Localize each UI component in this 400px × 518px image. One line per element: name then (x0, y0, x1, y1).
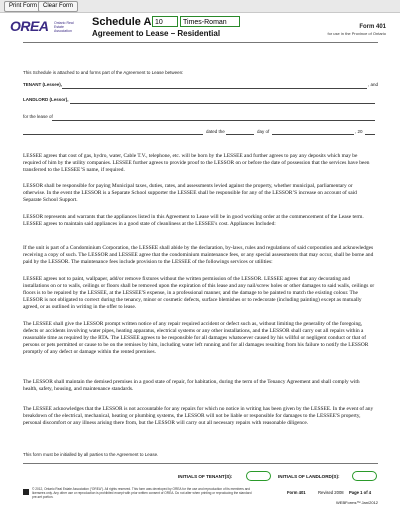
clause-accountability: The LESSEE acknowledges that the LESSOR is not accountable for any repairs for which no notice in writing has been given by the LESSEE. In the event of any breakdown of the electrical, mechanical, heating or plumbing systems, the LESSOR will not be liable or responsible for damages to the LESSEE'S property, personal discomfort or any illness arising there from, but the LESSOR will carry out all necessary repairs with reasonable diligence. (23, 406, 374, 427)
tenant-initials-label: INITIALS OF TENANT(S): (178, 474, 233, 479)
tenant-initials-box[interactable] (246, 471, 271, 481)
landlord-label: LANDLORD (Lessor), (23, 97, 69, 102)
tenant-input[interactable] (62, 88, 367, 89)
landlord-initials-label: INITIALS OF LANDLORD(S): (278, 474, 340, 479)
schedule-subtitle: Agreement to Lease – Residential (92, 29, 221, 38)
orea-logo-text: OREA (10, 18, 49, 34)
footer-revised: Revised 2008 (318, 490, 344, 495)
lease-of-label: for the lease of (23, 114, 53, 119)
year-input[interactable] (365, 134, 375, 135)
clause-condominium: If the unit is part of a Condominium Corporation, the LESSEE shall abide by the declaration, by-laws, rules and regulations of said corporation and acknowledges receiving a copy of such. The LESSOR and LESSEE agree that the condominium maintenance fees, or any special assessments that may occur, shall be borne and paid by the LESSOR. The maintenance fees include provision to the LESSEE of the followings services or utilities: (23, 245, 374, 266)
form-toolbar (0, 0, 400, 13)
clause-repair-notice: The LESSEE shall give the LESSOR prompt written notice of any repair required accident or defect such as, without limiting the generality of the foregoing, defects or accidents involving water pipes, heating apparatus, electrical systems or any other installations, and the LESSOR shall carry out all repairs within a reasonable time as required by the RTA. The LESSEE agrees to be responsible for all damages whatsoever caused by his willful or negligent conduct or that of persons or pets permitted or cause to be on the remises by him, including water left running and for all damages resulting from his failure to notify the LESSOR promptly of any defect or damage within the rented premises. (23, 321, 369, 356)
clause-maintenance: The LESSOR shall maintain the demised premises in a good state of repair, for habitation, during the term of the Tenancy Agreement and shall comply with health, safety, housing, and maintenance standards. (23, 379, 360, 393)
lease-of-input-2[interactable] (23, 134, 203, 135)
footer-webforms: WEBForms™ Jan/2012 (336, 500, 379, 505)
font-name-field[interactable]: Times-Roman (180, 16, 240, 27)
landlord-input[interactable] (70, 103, 375, 104)
clause-decorating: LESSEE agrees not to paint, wallpaper, add/or remove fixtures without the written permission of the LESSOR. LESSEE agrees that any decorating and installations on or to walls, ceilings or floors shall be removed upon the expiration of this lease and any nail/screw holes or other damages to said walls, ceilings or floors is to be repaired by the LESSEE, at the LESSEE'S expense, in a professional manner, and the damage to be painted to match the existing colour. The LESSOR is not obligated to correct during the tenancy, minor or cosmetic defects, surface blemishes or to redecorate (including painting) except as mutually agreed, or as outlined in writing in the offer to lease. (23, 276, 375, 311)
dated-label: dated the (206, 129, 225, 134)
dated-day-input[interactable] (226, 134, 254, 135)
tenant-label: TENANT (Lessee), (23, 82, 63, 87)
form-number: Form 401 (359, 24, 386, 30)
orea-logo (10, 18, 76, 36)
province-note: for use in the Province of Ontario (327, 31, 386, 36)
clause-appliances: LESSOR represents and warrants that the appliances listed in this Agreement to Lease will be in good working order at the commencement of the Lease term. LESSEE agrees to maintain said appliances in a good state of cleanliness at the LESSEE's cost. Appliances Included: (23, 214, 364, 228)
footer-form-label: Form 401 (287, 490, 306, 495)
day-of-label: day of (257, 129, 270, 134)
and-text: , and (368, 82, 379, 87)
schedule-title: Schedule A (92, 16, 152, 28)
footer-page: Page 1 of 4 (349, 490, 372, 495)
clear-form-button[interactable]: Clear Form (38, 1, 78, 12)
attached-text: This Schedule is attached to and forms part of the Agreement to Lease between: (23, 70, 184, 75)
clause-taxes: LESSOR shall be responsible for paying Municipal taxes, duties, rates, and assessments levied against the property, whether municipal, parliamentary or otherwise. In the event the LESSOR is a Separate School supporter the LESSEE shall be responsible for any of the LESSOR’S increase on account of said Separate School Support. (23, 183, 357, 204)
landlord-initials-box[interactable] (352, 471, 377, 481)
print-form-button[interactable]: Print Form (4, 1, 42, 12)
realtor-logo-icon (23, 489, 29, 495)
initials-note: This form must be initialled by all parties to the Agreement to Lease. (23, 452, 159, 457)
header-divider (23, 42, 378, 43)
font-size-field[interactable]: 10 (152, 16, 178, 27)
lease-of-input[interactable] (52, 120, 375, 121)
year-label: , 20 (355, 129, 363, 134)
orea-logo-subtext: Ontario Real Estate Association (54, 21, 74, 33)
initials-divider (23, 463, 378, 464)
month-input[interactable] (272, 134, 354, 135)
clause-utilities: LESSEE agrees that cost of gas, hydro, water, Cable T.V., telephone, etc. will be born by the LESSEE and further agrees to pay any deposits which may be required of him by the utility companies. LESSEE further agrees to provide proof to the LESSOR on or before the date of possession that the services have been transferred to the LESSEE’S name, if required. (23, 153, 370, 174)
copyright-text: © 2012, Ontario Real Estate Association (“OREA”). All rights reserved. This form was developed by OREA for the use and reproduction of its members and licensees only. Any other use or reproduction is prohibited except with prior written consent of OREA. Do not alter when printing or reproducing the standard pre-set portion. (32, 487, 252, 499)
